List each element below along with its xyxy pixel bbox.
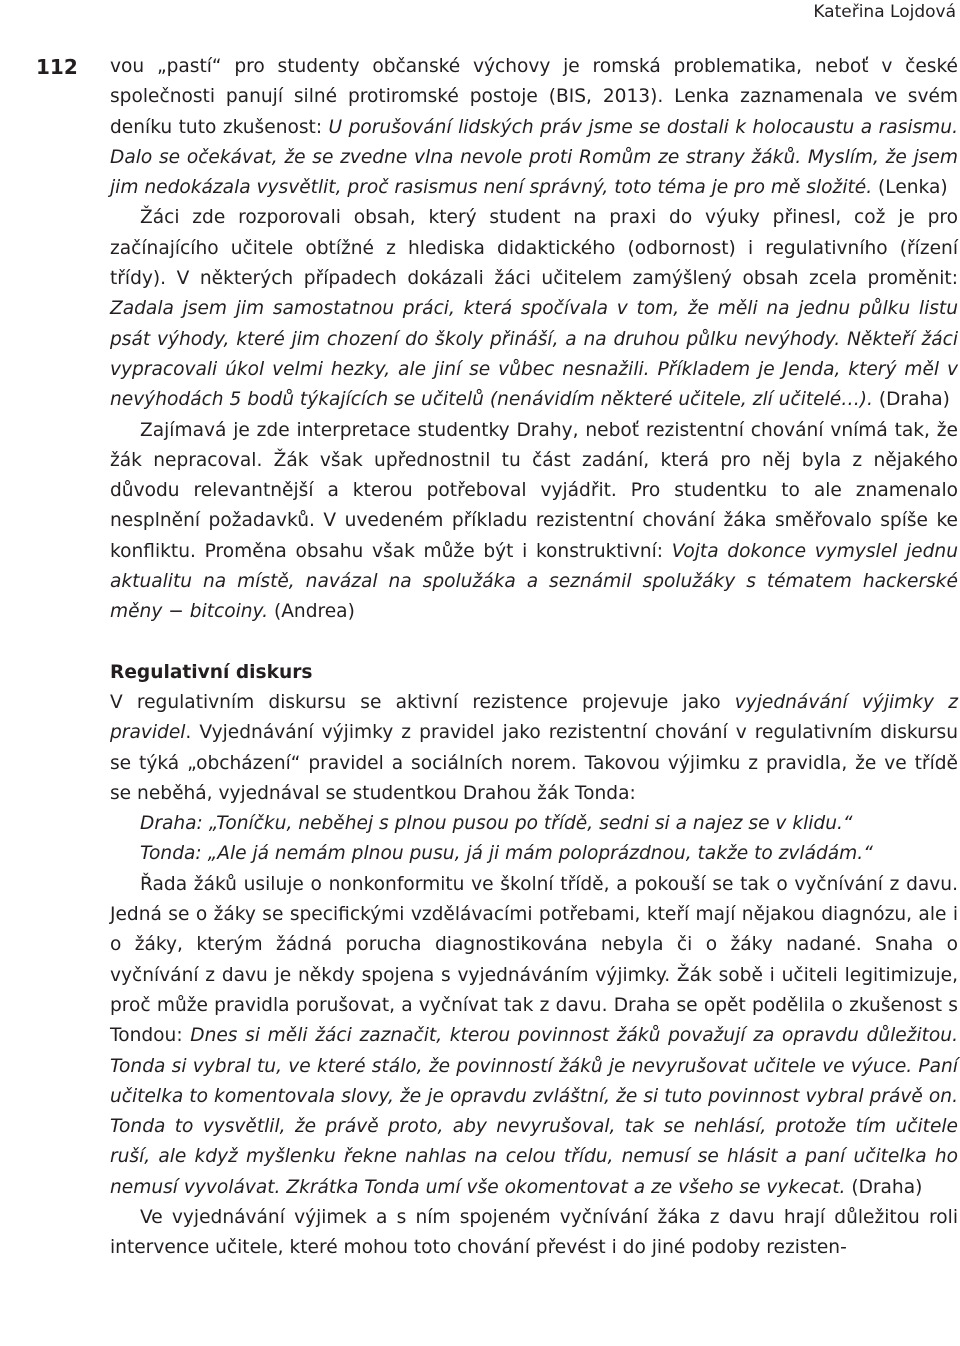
paragraph-3-source: (Andrea) <box>268 601 355 623</box>
paragraph-3-text: Zajímavá je zde interpretace studentky Drahy, neboť rezistentní chování vnímá tak, že žák nepracoval. Žák však upřednostnil tu část zadání, která pro něj byla z nějakého důvodu relevantnější a kterou potřeboval vyjádřit. Pro studentku to ale znamenalo nesplnění požadavků. V uvedeném příkladu rezistentní chování žáka směřovalo spíše ke konfliktu. Proměna obsahu však může být i konstruktivní: <box>110 419 958 562</box>
paragraph-5 <box>110 870 958 1203</box>
dialogue-quote-1 <box>110 809 958 839</box>
paragraph-5-source: (Draha) <box>845 1176 923 1198</box>
paragraph-2-source: (Draha) <box>872 389 950 411</box>
dialogue-quote-2 <box>110 839 958 869</box>
paragraph-4 <box>110 688 958 809</box>
paragraph-2-text: Žáci zde rozporovali obsah, který student na praxi do výuky přinesl, což je pro začínajícího učitele obtížné z hlediska didaktického (odbornost) i regulativního (řízení třídy). V některých případech dokázali žáci učitelem zamýšlený obsah zcela proměnit: <box>110 207 958 290</box>
paragraph-1-text: vou „pastí“ pro studenty občanské výchovy je romská problematika, neboť v české společnosti panují silné protiromské postoje (BIS, 2013). Lenka zaznamenala ve svém deníku tuto zkušenost: <box>110 56 958 138</box>
paragraph-2-quote: Zadala jsem jim samostatnou práci, která spočívala v tom, že měli na jednu půlku listu psát výhody, které jim chození do školy přináší, a na druhou půlku nevýhody. Někteří žáci vypracovali úkol velmi hezky, ale jiní se vůbec nesnažili. Příkladem je Jenda, který měl v nevýhodách 5 bodů týkajících se učitelů (nenávidím některé učitele, zlí učitelé…). <box>110 298 958 411</box>
paragraph-3 <box>110 416 958 628</box>
paragraph-2 <box>110 203 958 415</box>
section-heading: Regulativní diskurs <box>110 661 313 683</box>
paragraph-1 <box>110 52 958 203</box>
dialogue-quote-2-text: Tonda: „Ale já nemám plnou pusu, já ji mám poloprázdnou, takže to zvládám.“ <box>140 843 873 865</box>
paragraph-1-source: (Lenka) <box>872 177 948 199</box>
paragraph-4-text-cont: . Vyjednávání výjimky z pravidel jako rezistentní chování v regulativním diskursu se týká „obcházení“ pravidel a sociálních norem. Takovou výjimku z pravidla, že ve třídě se neběhá, vyjednával se studentkou Drahou žák Tonda: <box>110 722 958 804</box>
paragraph-5-text: Řada žáků usiluje o nonkonformitu ve školní třídě, a pokouší se tak o vyčnívání z davu. Jedná se o žáky se specifickými vzdělávacími potřebami, kteří mají nějakou diagnózu, ale i o žáky, kterým žádná porucha diagnostikována nebyla či o žáky nadané. Snaha o vyčnívání z davu je někdy spojena s vyjednáváním výjimky. Žák sobě i učiteli legitimizuje, proč může pravidla porušovat, a vyčnívat tak z davu. Draha se opět podělila o zkušenost s Tondou: <box>110 873 958 1047</box>
paragraph-4-term: vyjednávání výjimky z pravidel <box>110 691 958 744</box>
paragraph-1-quote: U porušování lidských práv jsme se dostali k holocaustu a rasismu. Dalo se očekávat, že se zvedne vlna nevole proti Romům ze strany žáků. Myslím, že jsem jim nedokázala vysvětlit, proč rasismus není správný, toto téma je pro mě složité. <box>110 116 958 199</box>
paragraph-4-text: V regulativním diskursu se aktivní rezistence projevuje jako <box>110 691 735 713</box>
paragraph-6: Ve vyjednávání výjimek a s ním spojeném vyčnívání žáka z davu hrají důležitou roli intervence učitele, které mohou toto chování převést i do jiné podoby rezisten- <box>110 1206 958 1259</box>
paragraph-3-quote: Vojta dokonce vymyslel jednu aktualitu na místě, navázal na spolužáka a seznámil spolužáky s tématem hackerské měny − bitcoiny. <box>110 540 958 623</box>
body-text <box>110 52 958 1264</box>
paragraph-5-quote: Dnes si měli žáci zaznačit, kterou povinnost žáků považují za opravdu důležitou. Tonda si vybral tu, ve které stálo, že povinností žáků je nevyrušovat učitele ve výuce. Paní učitelka to komentovala slovy, že je opravdu zvláštní, že si tuto povinnost vybral právě on. Tonda to vysvětlil, že právě proto, aby nevyrušoval, tak se nehlásí, protože tím učitele ruší, ale když myšlenku řekne nahlas na celou třídu, nemusí se hlásit a paní učitelka ho nemusí vyvolávat. Zkrátka Tonda umí vše okomentovat a ze všeho se vykecat. <box>110 1025 958 1198</box>
dialogue-quote-1-text: Draha: „Toníčku, neběhej s plnou pusou po třídě, sedni si a najez se v klidu.“ <box>140 813 853 835</box>
page-number: 112 <box>36 55 78 79</box>
running-header-author: Kateřina Lojdová <box>813 2 956 22</box>
